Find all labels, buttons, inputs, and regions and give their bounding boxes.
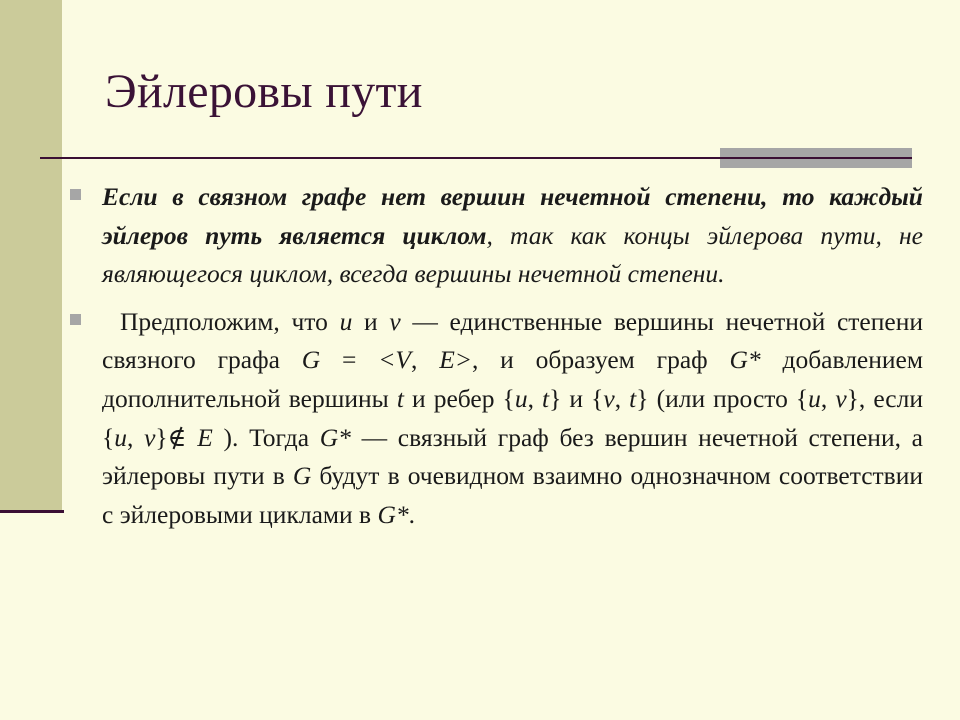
title-accent-bar (720, 148, 912, 168)
bullet-2-segment: v (389, 306, 401, 336)
bullet-2-segment: и (352, 306, 390, 336)
bullet-2-segment: G* (319, 422, 351, 452)
bullet-2-segment: t (542, 383, 550, 413)
bullet-2-segment: , и образуем граф (471, 345, 730, 375)
bullet-2-segment: t (629, 383, 637, 413)
slide-title: Эйлеровы пути (105, 65, 423, 118)
bullet-2-segment: <V (378, 345, 411, 375)
bullet-2-segment: t (396, 383, 404, 413)
bullet-2-segment: — связный граф без вершин нечетной степени, а эйлеровы пути в (102, 422, 923, 491)
bullet-2-segment: E> (439, 345, 472, 375)
bullet-2-segment: u (514, 383, 528, 413)
bullet-2-segment: будут в очевидном взаимно однозначном соответствии с эйлеровыми циклами в (102, 461, 923, 529)
bullet-2-text (102, 307, 923, 529)
bullet-2-segment: = (320, 345, 379, 375)
bullet-2-segment: v (144, 422, 156, 452)
bullet-2-segment: } и { (549, 383, 604, 413)
bullet-2-segment: , (820, 383, 836, 413)
bullet-1-text-0: Если в связном графе нет вершин нечетной степени, то каждый эйлеров путь является циклом (102, 182, 923, 250)
bullet-2-segment: G* (377, 499, 409, 529)
bullet-2-segment: G (301, 345, 321, 375)
bullet-paragraph-2 (102, 303, 923, 535)
bullet-2-segment: G (292, 461, 312, 491)
bullet-2-segment: } (или просто { (636, 383, 809, 413)
bullet-2-segment: u (114, 422, 127, 452)
bullet-2-segment: v (603, 383, 615, 413)
left-decorative-band (0, 0, 62, 512)
bullet-2-segment: }∉ (155, 422, 198, 452)
bullet-2-segment: . (408, 499, 416, 529)
bullet-2-segment: и ребер { (403, 383, 515, 413)
bullet-2-segment: u (808, 383, 821, 413)
square-bullet-icon (70, 314, 81, 325)
bullet-2-segment: — единственные вершины нечетной степени связного графа (102, 306, 923, 375)
bullet-2-segment: E (197, 422, 213, 452)
slide-body (102, 178, 923, 534)
accent-dark-line (720, 157, 912, 159)
bullet-2-segment: , (127, 422, 145, 452)
bullet-2-segment: , (527, 383, 543, 413)
bullet-2-segment: v (835, 383, 847, 413)
bullet-1-text-1: , так как концы эйлерова пути, не являющегося циклом, всегда вершины нечетной степени. (102, 220, 923, 289)
bullet-2-segment: G* (729, 345, 761, 375)
bullet-2-segment: добавлением дополнительной вершины (102, 345, 923, 413)
square-bullet-icon (70, 189, 81, 200)
bullet-2-segment: , (411, 345, 440, 375)
bullet-2-segment: Предположим, что (120, 306, 340, 336)
bullet-paragraph-1 (102, 178, 923, 294)
bullet-2-segment: }, если { (102, 383, 924, 452)
bullet-2-segment: u (339, 306, 353, 336)
bullet-2-segment: , (614, 383, 630, 413)
bullet-2-segment: ). Тогда (212, 422, 320, 452)
left-band-underline (0, 510, 64, 513)
